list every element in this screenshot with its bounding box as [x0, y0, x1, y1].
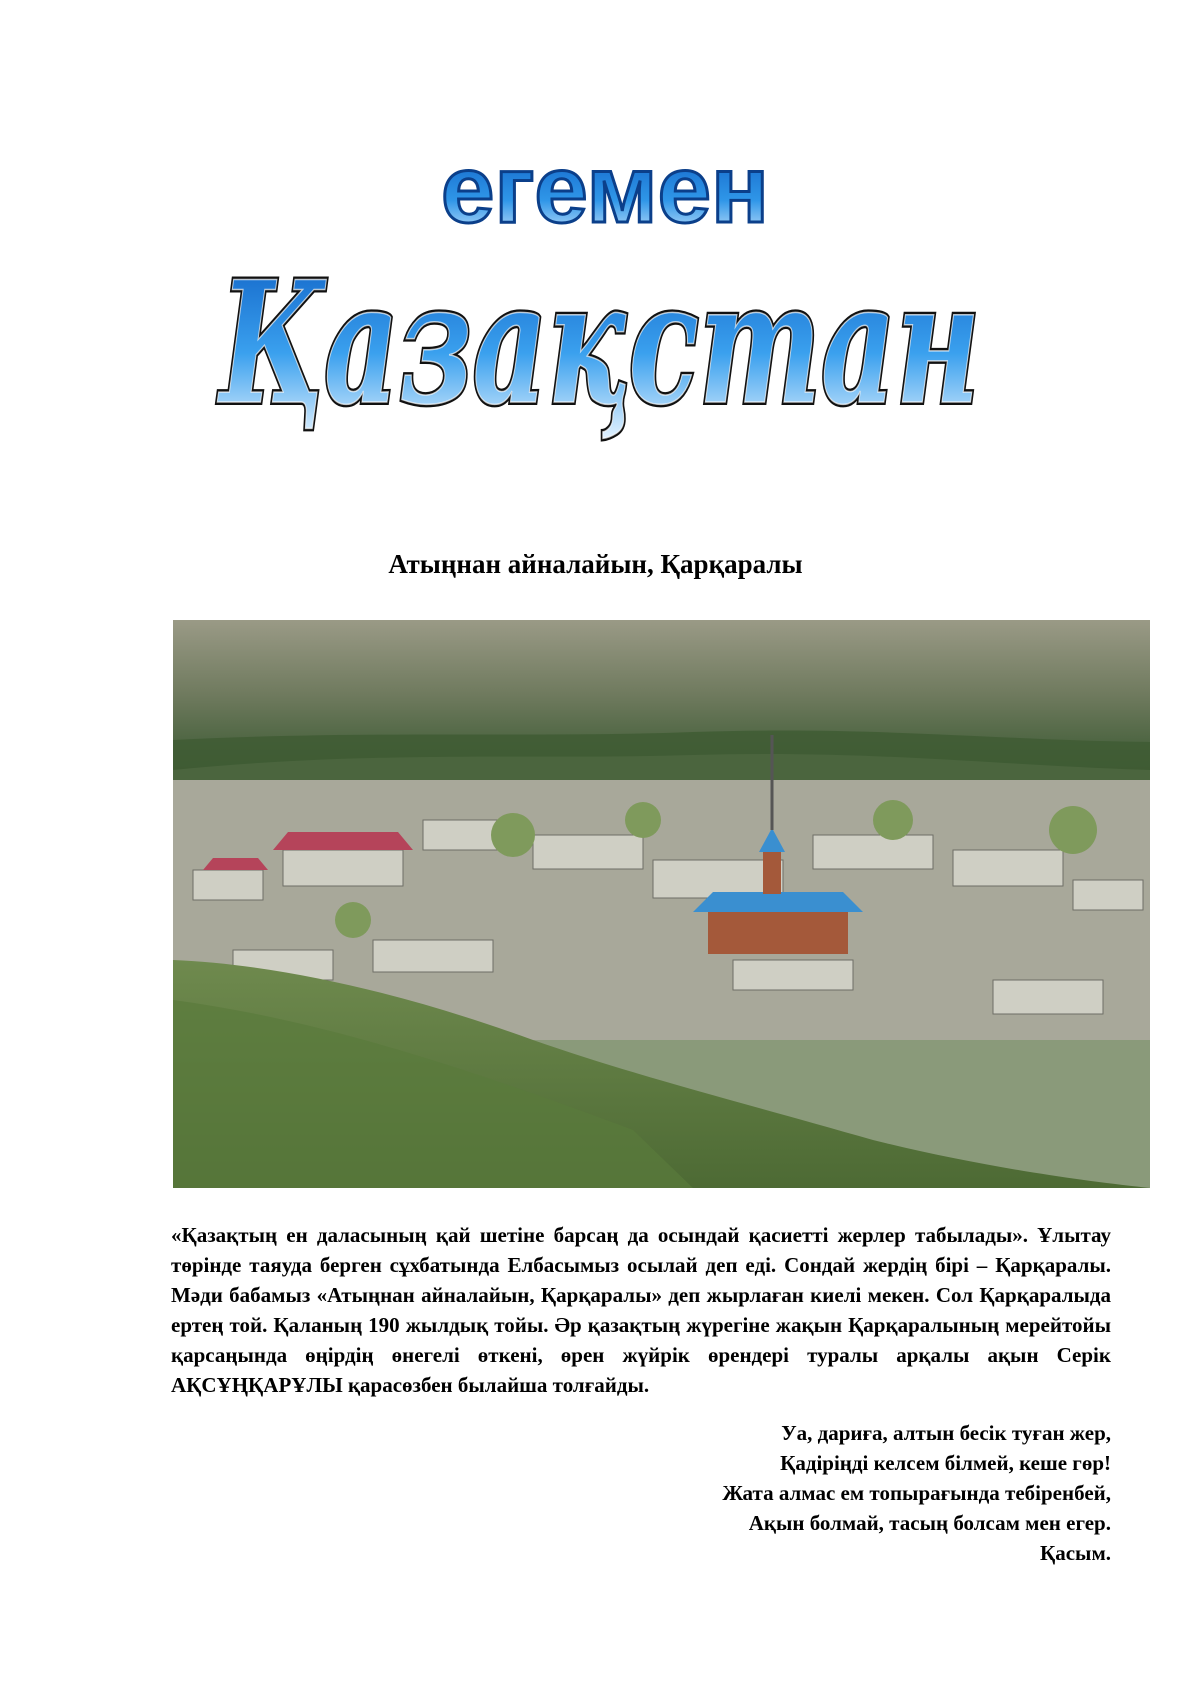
newspaper-masthead-logo: [200, 140, 1000, 480]
town-landscape-photo: [173, 620, 1150, 1188]
poem-line: Қадіріңді келсем білмей, кеше гөр!: [780, 1451, 1111, 1475]
poem-epigraph: [591, 1418, 1111, 1568]
article-lead-paragraph: «Қазақтың ен даласының қай шетіне барсаң да осындай қасиетті жерлер табылады». Ұлытау төрінде таяуда берген сұхбатында Елбасымыз осылай деп еді. Сондай жердің бірі – Қарқаралы. Мәди бабамыз «Атыңнан айналайын, Қарқаралы» деп жырлаған киелі мекен. Сол Қарқаралыда ертең той. Қаланың 190 жылдық тойы. Әр қазақтың жүрегіне жақын Қарқаралының мерейтойы қарсаңында өңірдің өнегелі өткені, өрен жүйрік өрендері туралы арқалы ақын Серік АҚСҰҢҚАРҰЛЫ қарасөзбен былайша толғайды.: [171, 1223, 1111, 1397]
poem-line: Ақын болмай, тасың болсам мен егер.: [748, 1511, 1111, 1535]
poem-line: Жата алмас ем топырағында тебіренбей,: [722, 1481, 1111, 1505]
article-title: Атыңнан айналайын, Қарқаралы: [388, 549, 803, 579]
svg-text:Қазақстан: Қазақстан: [216, 244, 980, 442]
masthead-word-egemen: егемен: [441, 140, 769, 243]
poem-line: Уа, дариға, алтын бесік туған жер,: [781, 1421, 1111, 1445]
masthead-word-kazakhstan: Қазақстан: [216, 244, 980, 442]
poem-author: Қасым.: [1040, 1541, 1111, 1565]
